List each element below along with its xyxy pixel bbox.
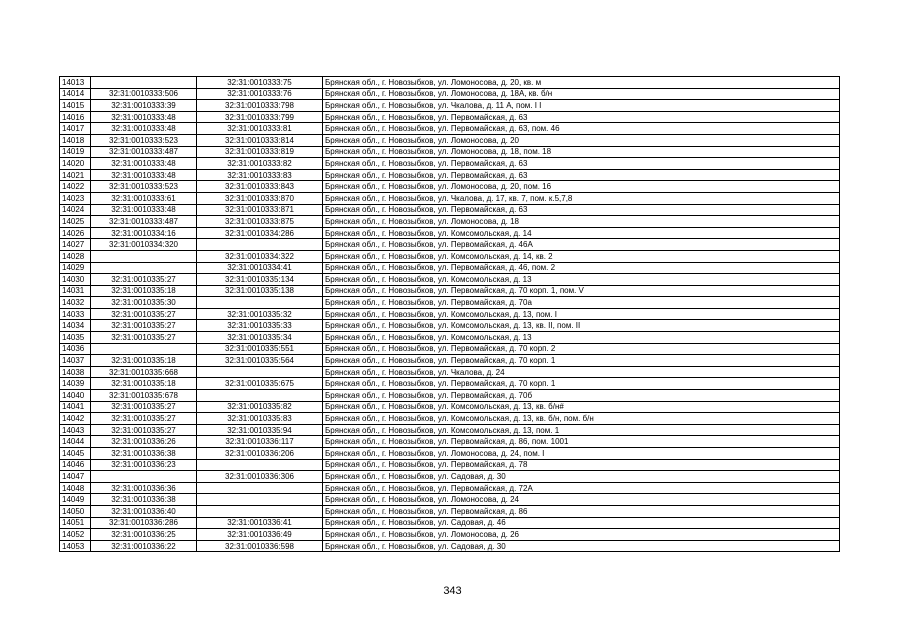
row-number-cell: 14052 [60, 529, 91, 541]
table-row [60, 239, 840, 251]
row-number-cell: 14051 [60, 517, 91, 529]
row-number-cell: 14013 [60, 77, 91, 89]
row-number-cell: 14038 [60, 366, 91, 378]
row-number-cell: 14040 [60, 390, 91, 402]
row-number-cell: 14030 [60, 274, 91, 286]
table-row [60, 332, 840, 344]
address-cell: Брянская обл., г. Новозыбков, ул. Ломоносова, д. 18, пом. 18 [323, 146, 840, 158]
address-cell: Брянская обл., г. Новозыбков, ул. Первомайская, д. 63, пом. 46 [323, 123, 840, 135]
address-cell: Брянская обл., г. Новозыбков, ул. Первомайская, д. 63 [323, 204, 840, 216]
address-cell: Брянская обл., г. Новозыбков, ул. Комсомольская, д. 13, кв. II, пом. II [323, 320, 840, 332]
row-number-cell: 14031 [60, 285, 91, 297]
address-cell: Брянская обл., г. Новозыбков, ул. Комсомольская, д. 13, кв. б/н# [323, 401, 840, 413]
address-cell: Брянская обл., г. Новозыбков, ул. Комсомольская, д. 13, кв. б/н, пом. б/н [323, 413, 840, 425]
address-cell: Брянская обл., г. Новозыбков, ул. Первомайская, д. 86, пом. 1001 [323, 436, 840, 448]
table-row [60, 169, 840, 181]
parent-cadastral-cell [91, 262, 197, 274]
row-number-cell: 14053 [60, 540, 91, 552]
cadastral-table-body [60, 77, 840, 552]
cadastral-number-cell: 32:31:0010333:83 [197, 169, 323, 181]
row-number-cell: 14024 [60, 204, 91, 216]
cadastral-number-cell: 32:31:0010334:41 [197, 262, 323, 274]
row-number-cell: 14043 [60, 424, 91, 436]
address-cell: Брянская обл., г. Новозыбков, ул. Комсомольская, д. 13, пом. I [323, 308, 840, 320]
table-row [60, 216, 840, 228]
parent-cadastral-cell: 32:31:0010335:18 [91, 355, 197, 367]
parent-cadastral-cell: 32:31:0010335:18 [91, 285, 197, 297]
table-row [60, 158, 840, 170]
address-cell: Брянская обл., г. Новозыбков, ул. Чкалова, д. 17, кв. 7, пом. к.5,7,8 [323, 192, 840, 204]
row-number-cell: 14029 [60, 262, 91, 274]
parent-cadastral-cell: 32:31:0010333:487 [91, 216, 197, 228]
parent-cadastral-cell: 32:31:0010335:18 [91, 378, 197, 390]
parent-cadastral-cell: 32:31:0010336:36 [91, 482, 197, 494]
parent-cadastral-cell [91, 250, 197, 262]
row-number-cell: 14026 [60, 227, 91, 239]
table-row [60, 378, 840, 390]
parent-cadastral-cell: 32:31:0010333:48 [91, 123, 197, 135]
cadastral-table [59, 76, 840, 552]
parent-cadastral-cell [91, 471, 197, 483]
cadastral-number-cell: 32:31:0010336:206 [197, 448, 323, 460]
address-cell: Брянская обл., г. Новозыбков, ул. Первомайская, д. 70б [323, 390, 840, 402]
table-row [60, 517, 840, 529]
row-number-cell: 14018 [60, 134, 91, 146]
parent-cadastral-cell: 32:31:0010333:487 [91, 146, 197, 158]
table-row [60, 100, 840, 112]
cadastral-number-cell: 32:31:0010333:819 [197, 146, 323, 158]
table-row [60, 320, 840, 332]
address-cell: Брянская обл., г. Новозыбков, ул. Комсомольская, д. 13, пом. 1 [323, 424, 840, 436]
address-cell: Брянская обл., г. Новозыбков, ул. Садовая, д. 46 [323, 517, 840, 529]
cadastral-number-cell: 32:31:0010333:871 [197, 204, 323, 216]
table-row [60, 111, 840, 123]
parent-cadastral-cell: 32:31:0010336:26 [91, 436, 197, 448]
cadastral-number-cell [197, 297, 323, 309]
row-number-cell: 14021 [60, 169, 91, 181]
cadastral-number-cell [197, 390, 323, 402]
row-number-cell: 14041 [60, 401, 91, 413]
address-cell: Брянская обл., г. Новозыбков, ул. Ломоносова, д. 18А, кв. б/н [323, 88, 840, 100]
cadastral-number-cell: 32:31:0010336:41 [197, 517, 323, 529]
address-cell: Брянская обл., г. Новозыбков, ул. Чкалова, д. 24 [323, 366, 840, 378]
parent-cadastral-cell: 32:31:0010335:27 [91, 413, 197, 425]
parent-cadastral-cell: 32:31:0010336:286 [91, 517, 197, 529]
parent-cadastral-cell: 32:31:0010333:523 [91, 134, 197, 146]
table-row [60, 204, 840, 216]
cadastral-number-cell: 32:31:0010335:94 [197, 424, 323, 436]
address-cell: Брянская обл., г. Новозыбков, ул. Комсомольская, д. 14 [323, 227, 840, 239]
address-cell: Брянская обл., г. Новозыбков, ул. Ломоносова, д. 26 [323, 529, 840, 541]
cadastral-number-cell: 32:31:0010335:83 [197, 413, 323, 425]
parent-cadastral-cell: 32:31:0010335:27 [91, 308, 197, 320]
table-row [60, 123, 840, 135]
cadastral-number-cell: 32:31:0010335:82 [197, 401, 323, 413]
parent-cadastral-cell: 32:31:0010335:27 [91, 424, 197, 436]
table-row [60, 308, 840, 320]
table-row [60, 413, 840, 425]
address-cell: Брянская обл., г. Новозыбков, ул. Первомайская, д. 70 корп. 2 [323, 343, 840, 355]
parent-cadastral-cell: 32:31:0010335:668 [91, 366, 197, 378]
parent-cadastral-cell: 32:31:0010335:27 [91, 332, 197, 344]
address-cell: Брянская обл., г. Новозыбков, ул. Первомайская, д. 70 корп. 1 [323, 355, 840, 367]
cadastral-number-cell: 32:31:0010336:117 [197, 436, 323, 448]
table-row [60, 227, 840, 239]
table-row [60, 448, 840, 460]
cadastral-number-cell: 32:31:0010333:843 [197, 181, 323, 193]
row-number-cell: 14023 [60, 192, 91, 204]
row-number-cell: 14049 [60, 494, 91, 506]
parent-cadastral-cell: 32:31:0010336:22 [91, 540, 197, 552]
address-cell: Брянская обл., г. Новозыбков, ул. Первомайская, д. 63 [323, 169, 840, 181]
address-cell: Брянская обл., г. Новозыбков, ул. Ломоносова, д. 24, пом. I [323, 448, 840, 460]
parent-cadastral-cell: 32:31:0010333:39 [91, 100, 197, 112]
page-number: 343 [443, 585, 462, 597]
table-row [60, 529, 840, 541]
row-number-cell: 14027 [60, 239, 91, 251]
cadastral-number-cell [197, 366, 323, 378]
cadastral-number-cell: 32:31:0010334:286 [197, 227, 323, 239]
parent-cadastral-cell: 32:31:0010334:16 [91, 227, 197, 239]
parent-cadastral-cell: 32:31:0010333:523 [91, 181, 197, 193]
table-row [60, 274, 840, 286]
parent-cadastral-cell [91, 343, 197, 355]
table-row [60, 494, 840, 506]
address-cell: Брянская обл., г. Новозыбков, ул. Комсомольская, д. 13 [323, 332, 840, 344]
table-row [60, 262, 840, 274]
address-cell: Брянская обл., г. Новозыбков, ул. Первомайская, д. 72А [323, 482, 840, 494]
row-number-cell: 14044 [60, 436, 91, 448]
table-row [60, 134, 840, 146]
parent-cadastral-cell: 32:31:0010334:320 [91, 239, 197, 251]
address-cell: Брянская обл., г. Новозыбков, ул. Садовая, д. 30 [323, 540, 840, 552]
parent-cadastral-cell [91, 77, 197, 89]
address-cell: Брянская обл., г. Новозыбков, ул. Ломоносова, д. 20, пом. 16 [323, 181, 840, 193]
cadastral-number-cell: 32:31:0010335:138 [197, 285, 323, 297]
cadastral-number-cell: 32:31:0010333:76 [197, 88, 323, 100]
parent-cadastral-cell: 32:31:0010333:48 [91, 111, 197, 123]
cadastral-number-cell: 32:31:0010335:564 [197, 355, 323, 367]
row-number-cell: 14014 [60, 88, 91, 100]
table-row [60, 482, 840, 494]
table-row [60, 459, 840, 471]
cadastral-number-cell: 32:31:0010336:49 [197, 529, 323, 541]
row-number-cell: 14020 [60, 158, 91, 170]
address-cell: Брянская обл., г. Новозыбков, ул. Ломоносова, д. 20 [323, 134, 840, 146]
cadastral-number-cell: 32:31:0010333:799 [197, 111, 323, 123]
address-cell: Брянская обл., г. Новозыбков, ул. Первомайская, д. 70а [323, 297, 840, 309]
row-number-cell: 14028 [60, 250, 91, 262]
parent-cadastral-cell: 32:31:0010333:506 [91, 88, 197, 100]
address-cell: Брянская обл., г. Новозыбков, ул. Первомайская, д. 63 [323, 111, 840, 123]
cadastral-number-cell: 32:31:0010333:798 [197, 100, 323, 112]
row-number-cell: 14022 [60, 181, 91, 193]
cadastral-number-cell: 32:31:0010333:870 [197, 192, 323, 204]
parent-cadastral-cell: 32:31:0010335:27 [91, 401, 197, 413]
address-cell: Брянская обл., г. Новозыбков, ул. Первомайская, д. 86 [323, 505, 840, 517]
cadastral-number-cell [197, 482, 323, 494]
table-row [60, 401, 840, 413]
cadastral-number-cell: 32:31:0010336:306 [197, 471, 323, 483]
cadastral-number-cell: 32:31:0010334:322 [197, 250, 323, 262]
address-cell: Брянская обл., г. Новозыбков, ул. Первомайская, д. 70 корп. 1 [323, 378, 840, 390]
row-number-cell: 14050 [60, 505, 91, 517]
address-cell: Брянская обл., г. Новозыбков, ул. Комсомольская, д. 14, кв. 2 [323, 250, 840, 262]
parent-cadastral-cell: 32:31:0010335:30 [91, 297, 197, 309]
row-number-cell: 14042 [60, 413, 91, 425]
cadastral-number-cell [197, 505, 323, 517]
cadastral-number-cell [197, 239, 323, 251]
parent-cadastral-cell: 32:31:0010335:678 [91, 390, 197, 402]
row-number-cell: 14032 [60, 297, 91, 309]
row-number-cell: 14045 [60, 448, 91, 460]
row-number-cell: 14037 [60, 355, 91, 367]
cadastral-number-cell: 32:31:0010335:134 [197, 274, 323, 286]
row-number-cell: 14015 [60, 100, 91, 112]
table-row [60, 436, 840, 448]
parent-cadastral-cell: 32:31:0010333:48 [91, 158, 197, 170]
row-number-cell: 14047 [60, 471, 91, 483]
parent-cadastral-cell: 32:31:0010336:38 [91, 494, 197, 506]
cadastral-number-cell: 32:31:0010335:32 [197, 308, 323, 320]
address-cell: Брянская обл., г. Новозыбков, ул. Комсомольская, д. 13 [323, 274, 840, 286]
table-row [60, 343, 840, 355]
parent-cadastral-cell: 32:31:0010333:48 [91, 204, 197, 216]
row-number-cell: 14025 [60, 216, 91, 228]
row-number-cell: 14048 [60, 482, 91, 494]
address-cell: Брянская обл., г. Новозыбков, ул. Первомайская, д. 78 [323, 459, 840, 471]
cadastral-number-cell: 32:31:0010333:814 [197, 134, 323, 146]
parent-cadastral-cell: 32:31:0010333:48 [91, 169, 197, 181]
address-cell: Брянская обл., г. Новозыбков, ул. Первомайская, д. 70 корп. 1, пом. V [323, 285, 840, 297]
table-row [60, 540, 840, 552]
table-row [60, 390, 840, 402]
table-row [60, 88, 840, 100]
cadastral-number-cell: 32:31:0010333:81 [197, 123, 323, 135]
parent-cadastral-cell: 32:31:0010335:27 [91, 274, 197, 286]
address-cell: Брянская обл., г. Новозыбков, ул. Ломоносова, д. 18 [323, 216, 840, 228]
table-row [60, 366, 840, 378]
table-row [60, 285, 840, 297]
cadastral-number-cell: 32:31:0010336:598 [197, 540, 323, 552]
table-row [60, 471, 840, 483]
parent-cadastral-cell: 32:31:0010336:23 [91, 459, 197, 471]
table-row [60, 250, 840, 262]
row-number-cell: 14017 [60, 123, 91, 135]
row-number-cell: 14034 [60, 320, 91, 332]
address-cell: Брянская обл., г. Новозыбков, ул. Первомайская, д. 46А [323, 239, 840, 251]
cadastral-number-cell: 32:31:0010333:75 [197, 77, 323, 89]
cadastral-number-cell: 32:31:0010335:551 [197, 343, 323, 355]
address-cell: Брянская обл., г. Новозыбков, ул. Первомайская, д. 46, пом. 2 [323, 262, 840, 274]
parent-cadastral-cell: 32:31:0010333:61 [91, 192, 197, 204]
row-number-cell: 14019 [60, 146, 91, 158]
row-number-cell: 14046 [60, 459, 91, 471]
cadastral-number-cell [197, 459, 323, 471]
row-number-cell: 14039 [60, 378, 91, 390]
address-cell: Брянская обл., г. Новозыбков, ул. Чкалова, д. 11 А, пом. I I [323, 100, 840, 112]
address-cell: Брянская обл., г. Новозыбков, ул. Ломоносова, д. 20, кв. м [323, 77, 840, 89]
table-row [60, 181, 840, 193]
parent-cadastral-cell: 32:31:0010335:27 [91, 320, 197, 332]
cadastral-number-cell: 32:31:0010335:675 [197, 378, 323, 390]
cadastral-number-cell: 32:31:0010333:875 [197, 216, 323, 228]
address-cell: Брянская обл., г. Новозыбков, ул. Ломоносова, д. 24 [323, 494, 840, 506]
row-number-cell: 14036 [60, 343, 91, 355]
table-row [60, 146, 840, 158]
table-row [60, 424, 840, 436]
parent-cadastral-cell: 32:31:0010336:38 [91, 448, 197, 460]
table-row [60, 505, 840, 517]
table-row [60, 77, 840, 89]
table-row [60, 192, 840, 204]
cadastral-number-cell: 32:31:0010335:34 [197, 332, 323, 344]
table-row [60, 355, 840, 367]
cadastral-number-cell [197, 494, 323, 506]
cadastral-number-cell: 32:31:0010333:82 [197, 158, 323, 170]
row-number-cell: 14016 [60, 111, 91, 123]
row-number-cell: 14033 [60, 308, 91, 320]
cadastral-number-cell: 32:31:0010335:33 [197, 320, 323, 332]
table-row [60, 297, 840, 309]
address-cell: Брянская обл., г. Новозыбков, ул. Садовая, д. 30 [323, 471, 840, 483]
parent-cadastral-cell: 32:31:0010336:25 [91, 529, 197, 541]
address-cell: Брянская обл., г. Новозыбков, ул. Первомайская, д. 63 [323, 158, 840, 170]
row-number-cell: 14035 [60, 332, 91, 344]
parent-cadastral-cell: 32:31:0010336:40 [91, 505, 197, 517]
